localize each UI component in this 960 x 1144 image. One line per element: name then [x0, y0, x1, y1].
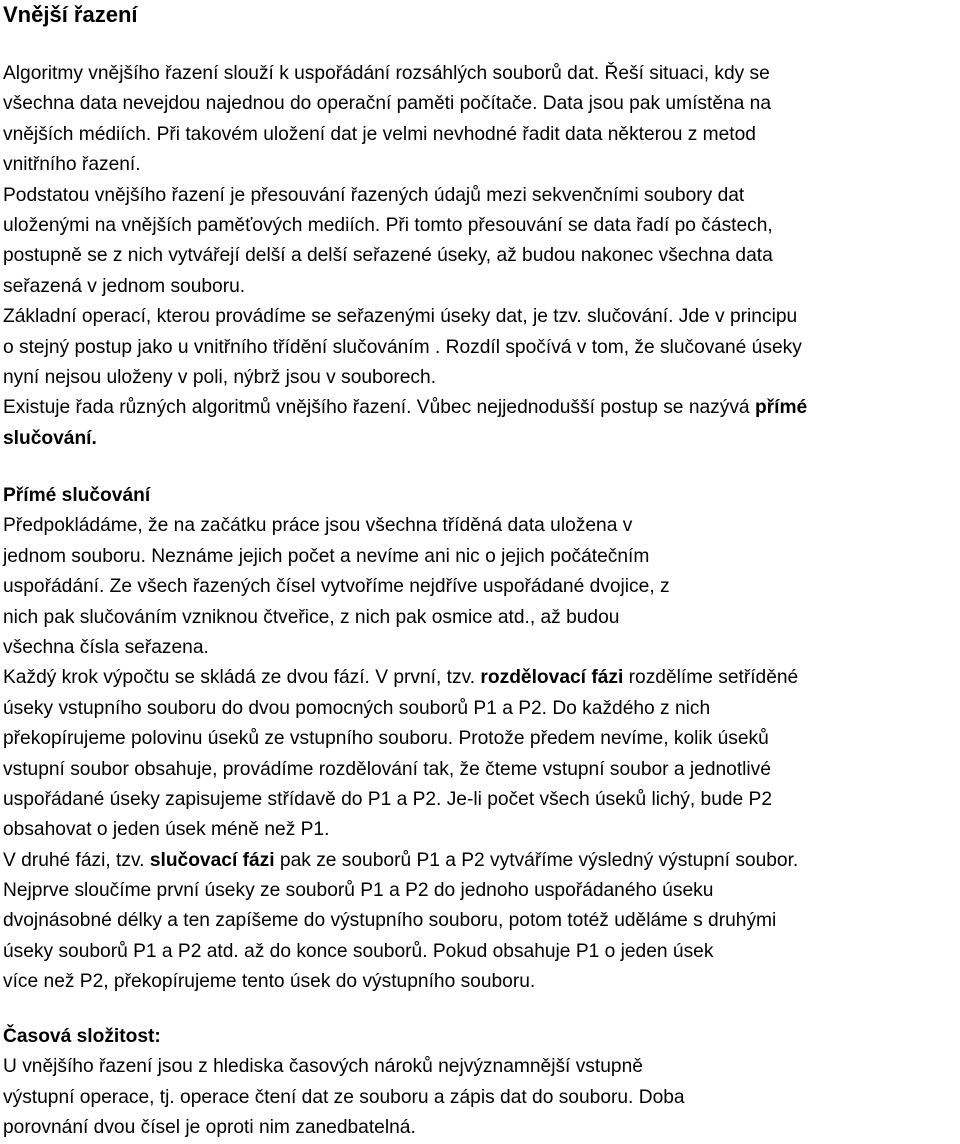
text-line: uloženými na vnějších paměťových mediích. Při tomto přesouvání se data řadí po částech,: [3, 214, 773, 236]
text-line: výstupní operace, tj. operace čtení dat ze souboru a zápis dat do souboru. Doba: [3, 1086, 685, 1108]
text-line: seřazená v jednom souboru.: [3, 275, 246, 297]
text-line: vnějších médiích. Při takovém uložení dat je velmi nevhodné řadit data některou z metod: [3, 123, 756, 145]
text-line: U vnějšího řazení jsou z hlediska časových nároků nejvýznamnější vstupně: [3, 1056, 643, 1078]
text-line: [3, 663, 798, 693]
text-line: uspořádané úseky zapisujeme střídavě do P1 a P2. Je-li počet všech úseků lichý, bude P2: [3, 788, 773, 810]
intro-paragraph: [3, 59, 807, 454]
section-direct-merge: [3, 481, 798, 998]
text-line: nich pak slučováním vzniknou čtveřice, z nich pak osmice atd., až budou: [3, 606, 620, 628]
text-line: všechna čísla seřazena.: [3, 636, 209, 658]
section-heading: Časová složitost:: [3, 1026, 161, 1047]
page-title: Vnější řazení: [3, 2, 138, 27]
bold-term: slučování.: [3, 427, 97, 449]
text-line: Nejprve sloučíme první úseky ze souborů P1 a P2 do jednoho uspořádaného úseku: [3, 880, 714, 902]
text-line: vstupní soubor obsahuje, provádíme rozdělování tak, že čteme vstupní soubor a jednotlivé: [3, 758, 771, 780]
text-line: nyní nejsou uloženy v poli, nýbrž jsou v souborech.: [3, 366, 437, 388]
text-line: o stejný postup jako u vnitřního třídění slučováním . Rozdíl spočívá v tom, že slučované úseky: [3, 336, 802, 358]
text-line: překopírujeme polovinu úseků ze vstupního souboru. Protože předem nevíme, kolik úseků: [3, 728, 769, 750]
section-time-complexity: [3, 1022, 685, 1144]
text-line: úseky souborů P1 a P2 atd. až do konce souborů. Pokud obsahuje P1 o jeden úsek: [3, 940, 714, 962]
text-line: jednom souboru. Neznáme jejich počet a nevíme ani nic o jejich počátečním: [3, 545, 650, 567]
text-line: úseky vstupního souboru do dvou pomocných souborů P1 a P2. Do každého z nich: [3, 697, 711, 719]
text-line: Předpokládáme, že na začátku práce jsou všechna tříděná data uložena v: [3, 515, 633, 537]
text-run: rozdělíme setříděné: [623, 667, 799, 689]
text-line: porovnání dvou čísel je oproti nim zanedbatelná.: [3, 1117, 416, 1139]
text-run: Existuje řada různých algoritmů vnějšího řazení. Vůbec nejjednodušší postup se nazývá: [3, 397, 755, 419]
text-line: dvojnásobné délky a ten zapíšeme do výstupního souboru, potom totéž uděláme s druhými: [3, 910, 777, 932]
text-run: V druhé fázi, tzv.: [3, 849, 150, 871]
section-heading: Přímé slučování: [3, 485, 151, 506]
text-run: Každý krok výpočtu se skládá ze dvou fází. V první, tzv.: [3, 667, 481, 689]
text-line: [3, 424, 807, 454]
text-line: více než P2, překopírujeme tento úsek do výstupního souboru.: [3, 971, 536, 993]
text-line: obsahovat o jeden úsek méně než P1.: [3, 819, 330, 841]
bold-term: rozdělovací fázi: [480, 667, 624, 689]
text-line: Algoritmy vnějšího řazení slouží k uspořádání rozsáhlých souborů dat. Řeší situaci, kdy se: [3, 63, 770, 84]
text-line: vnitřního řazení.: [3, 154, 141, 176]
text-line: postupně se z nich vytvářejí delší a delší seřazené úseky, až budou nakonec všechna data: [3, 245, 773, 267]
text-line: Podstatou vnějšího řazení je přesouvání řazených údajů mezi sekvenčními soubory dat: [3, 184, 745, 206]
text-run: pak ze souborů P1 a P2 vytváříme výsledný výstupní soubor.: [274, 849, 799, 871]
text-line: uspořádání. Ze všech řazených čísel vytvoříme nejdříve uspořádané dvojice, z: [3, 576, 670, 598]
bold-term: slučovací fázi: [149, 849, 275, 871]
bold-term: přímé: [754, 397, 808, 419]
text-line: Základní operací, kterou provádíme se seřazenými úseky dat, je tzv. slučování. Jde v principu: [3, 306, 798, 328]
text-line: všechna data nevejdou najednou do operační paměti počítače. Data jsou pak umístěna na: [3, 93, 772, 115]
text-line: [3, 846, 798, 876]
text-line: [3, 393, 807, 423]
